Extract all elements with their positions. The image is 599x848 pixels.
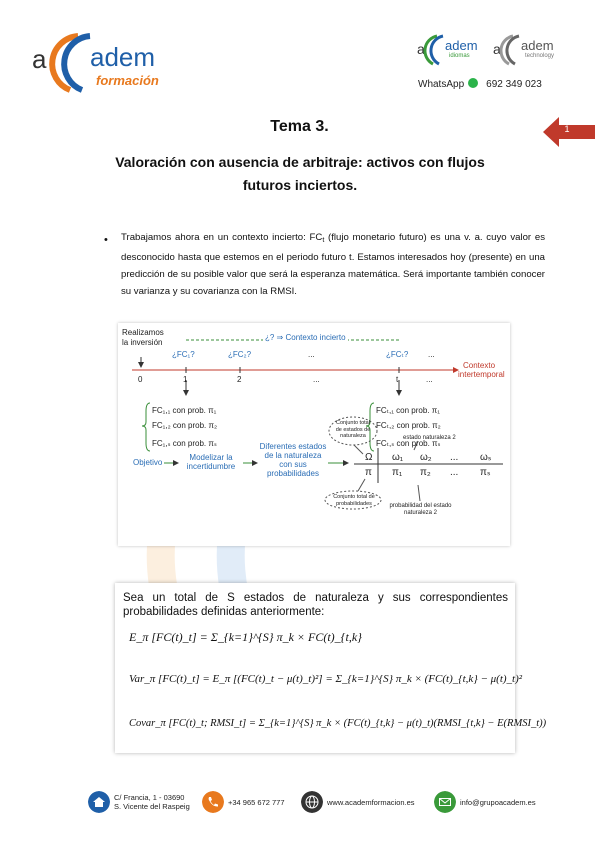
svg-text:a: a (417, 41, 425, 57)
pi-col-2: π₂ (420, 467, 431, 478)
tick-t: t (396, 375, 399, 384)
email-icon (434, 791, 456, 813)
dots-top: ... (308, 350, 315, 359)
left-row-1: FC₁,₁ con prob. π₁ (152, 406, 217, 415)
whatsapp-phone: 692 349 023 (486, 79, 542, 90)
dots-top-right: ... (428, 350, 435, 359)
estado-2-label: estado naturaleza 2 (403, 435, 456, 441)
pi-col-dots: ... (450, 467, 459, 478)
omega-col-dots: ... (450, 452, 459, 463)
right-row-1: FCₜ,₁ con prob. π₁ (376, 406, 440, 415)
conjunto-estados-label: Conjunto total de estados de naturaleza (335, 420, 371, 439)
left-row-2: FC₁,₂ con prob. π₂ (152, 421, 218, 430)
technology-tag: technology (525, 53, 555, 59)
page-subtitle: Valoración con ausencia de arbitraje: activos con flujos futuros inciertos. (115, 154, 485, 193)
diferentes-label: Diferentes estados de la naturaleza con sus probabilidades (259, 442, 327, 478)
conjunto-prob-label: Conjunto total de probabilidades (333, 494, 375, 507)
formula-box (115, 583, 547, 753)
page-number: 1 (564, 124, 570, 134)
address-line-1: C/ Francia, 1 - 03690 (114, 793, 185, 802)
modelizar-label: Modelizar la incertidumbre (186, 453, 236, 471)
footer-email-text: info@grupoacadem.es (460, 798, 536, 807)
globe-icon (301, 791, 323, 813)
contexto-incierto-label: ¿? ⇒ Contexto incierto (265, 333, 346, 342)
whatsapp-icon (468, 78, 478, 88)
address-line-2: S. Vicente del Raspeig (114, 802, 190, 811)
realizamos-label: Realizamos (122, 328, 164, 337)
footer-phone-text: +34 965 672 777 (228, 798, 285, 807)
contexto-intertemporal-2: intertemporal (458, 370, 505, 379)
page-title: Tema 3. (270, 118, 329, 135)
objetivo-label: Objetivo (133, 458, 163, 467)
idiomas-tag: idiomas (449, 53, 470, 59)
la-inversion-label: la inversión (122, 338, 163, 347)
technology-word: adem (521, 38, 554, 53)
intro-paragraph (121, 229, 545, 300)
fct-label: ¿FCₜ? (386, 350, 409, 359)
omega-col-2: ω₂ (420, 452, 432, 463)
contexto-intertemporal-1: Contexto (463, 361, 496, 370)
omega-label: Ω (365, 452, 373, 463)
tick-2: 2 (237, 375, 242, 384)
dots-mid-right: ... (426, 375, 433, 384)
omega-col-s: ωₛ (480, 452, 492, 463)
idiomas-word: adem (445, 38, 478, 53)
right-row-3: FCₜ,ₛ con prob. πₛ (376, 439, 441, 448)
formula-covariance: Covar_π [FC(t)_t; RMSI_t] = Σ_{k=1}^{S} π_k × (FC(t)_{t,k} − μ(t)_t)(RMSI_{t,k} − E(RMSI_t)) (129, 718, 547, 729)
dots-mid: ... (313, 375, 320, 384)
academ-formacion-logo[interactable] (30, 28, 170, 100)
prob-estado-2-label: probabilidad del estado naturaleza 2 (389, 503, 452, 516)
tick-1: 1 (183, 375, 188, 384)
footer-web-text: www.academformacion.es (327, 798, 415, 807)
whatsapp-label: WhatsApp (418, 79, 465, 90)
home-icon (88, 791, 110, 813)
formula-intro: Sea un total de S estados de naturaleza y sus correspondientes probabilidades definidas anteriormente: (123, 592, 508, 618)
para-subscript: t (322, 237, 325, 244)
formula-variance: Var_π [FC(t)_t] = E_π [(FC(t)_t − μ(t)_t)²] = Σ_{k=1}^{S} π_k × (FC(t)_{t,k} − μ(t)_t)² (129, 673, 523, 685)
right-row-2: FCₜ,₂ con prob. π₂ (376, 421, 441, 430)
phone-icon (202, 791, 224, 813)
omega-col-1: ω₁ (392, 452, 404, 463)
bullet-marker: • (104, 234, 108, 246)
fc1-label: ¿FC₁? (172, 350, 195, 359)
svg-text:a: a (32, 44, 47, 74)
pi-col-s: πₛ (480, 467, 491, 478)
logo-tagline: formación (96, 73, 159, 88)
para-text-2: (flujo monetario futuro) es una v. a. cuyo valor es desconocido hasta que estemos en el periodo futuro t. Estamos interesados hoy (presente) en una predicción de su posible valor que será la esperanza matemática. Será importante también conocer su varianza y su covarianza con la RMSI. (121, 232, 545, 297)
logo-word: adem (90, 42, 156, 72)
fc2-label: ¿FC₂? (228, 350, 252, 359)
whatsapp-contact[interactable] (418, 78, 542, 90)
formula-expectation: E_π [FC(t)_t] = Σ_{k=1}^{S} π_k × FC(t)_{t,k} (129, 630, 362, 644)
pi-col-1: π₁ (392, 467, 403, 478)
pi-label: π (365, 467, 372, 478)
svg-text:a: a (493, 41, 501, 57)
uncertainty-diagram (118, 323, 510, 546)
para-text-1: Trabajamos ahora en un contexto incierto: FC (121, 232, 323, 243)
tick-0: 0 (138, 375, 143, 384)
left-row-3: FC₁,ₛ con prob. πₛ (152, 439, 217, 448)
